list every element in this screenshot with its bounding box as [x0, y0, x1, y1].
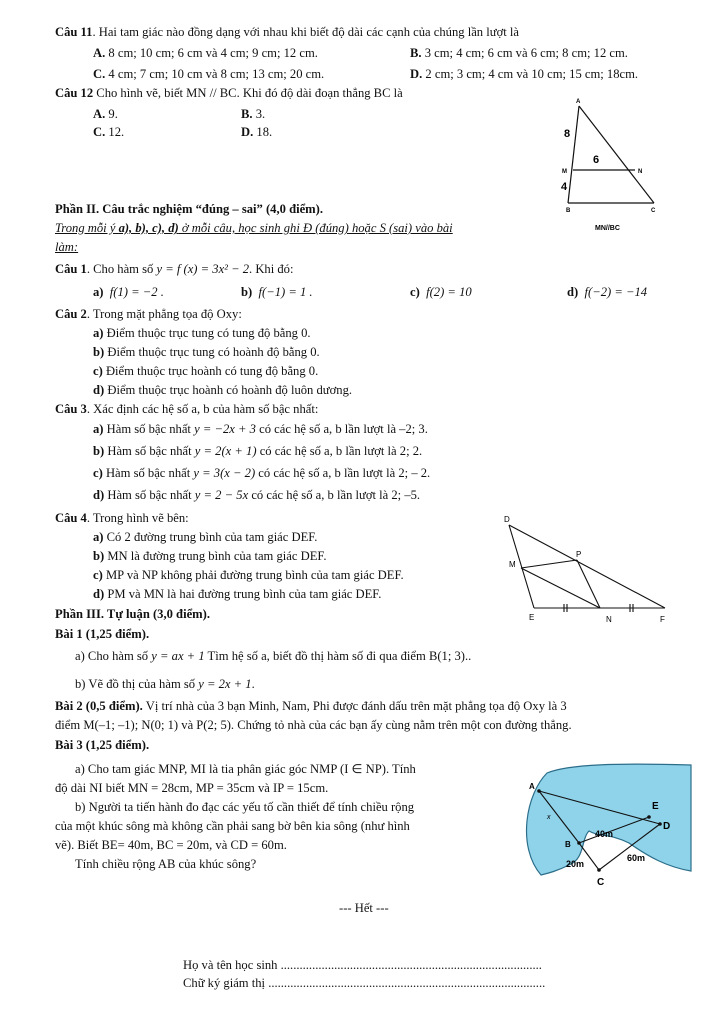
- part2-instruction-cont: làm:: [55, 240, 79, 254]
- label-e: E: [652, 801, 659, 812]
- q11-text: . Hai tam giác nào đồng dạng với nhau khi biết độ dài các cạnh của chúng lần lượt là: [92, 25, 519, 39]
- label-n: N: [606, 615, 612, 624]
- q12-option-c: C. 12.: [93, 125, 125, 139]
- label-b: B: [566, 208, 571, 214]
- bai3-a-line2: độ dài NI biết MN = 28cm, MP = 35cm và IP = 15cm.: [55, 781, 329, 795]
- label-e: E: [529, 613, 535, 622]
- label-a: A: [529, 782, 535, 791]
- p2q2-item-b: b) Điểm thuộc trục tung có hoành độ bằng 0.: [93, 345, 320, 359]
- q11-option-b: B. 3 cm; 4 cm; 6 cm và 6 cm; 8 cm; 12 cm.: [410, 46, 628, 60]
- q12-triangle-figure: [555, 95, 670, 235]
- p2q1-option-b: b) f(−1) = 1 .: [241, 285, 313, 299]
- bai1-b: b) Vẽ đồ thị của hàm số y = 2x + 1.: [75, 677, 255, 691]
- bai3-b-line2: của một khúc sông mà không cần phải sang bờ bên kia sông (như hình: [55, 819, 410, 833]
- q12-text: Cho hình vẽ, biết MN // BC. Khi đó độ dài đoạn thẳng BC là: [93, 86, 403, 100]
- label-b: B: [565, 840, 571, 849]
- label-a: A: [576, 99, 581, 105]
- end-marker: --- Hết ---: [339, 901, 389, 915]
- q12-stem: [55, 85, 403, 101]
- label-d: D: [663, 821, 671, 832]
- label-am: 8: [564, 128, 571, 140]
- p2q3-item-d: d) Hàm số bậc nhất y = 2 − 5x có các hệ số a, b lần lượt là 2; –5.: [93, 488, 421, 502]
- label-m: M: [562, 169, 567, 175]
- bai2-title: Bài 2 (0,5 điểm).: [55, 699, 143, 713]
- label-x: x: [547, 814, 551, 821]
- side-ab: [568, 106, 579, 203]
- p2q1-option-d: d) f(−2) = −14: [567, 285, 648, 299]
- student-name-line: Họ và tên học sinh ...................................................................................: [183, 958, 542, 972]
- p2q1-option-c: c) f(2) = 10: [410, 285, 472, 299]
- side-ac: [579, 106, 654, 203]
- q11-option-d: D. 2 cm; 3 cm; 4 cm và 10 cm; 15 cm; 18cm.: [410, 67, 639, 81]
- bai1-title: Bài 1 (1,25 điểm).: [55, 627, 150, 641]
- bai3-b-line4: Tính chiều rộng AB của khúc sông?: [75, 857, 257, 871]
- label-mb: 4: [561, 181, 568, 193]
- p2q1-function: y = f (x) = 3x² − 2: [156, 262, 250, 276]
- river: [527, 764, 691, 875]
- label-p: P: [576, 550, 582, 559]
- q12-option-d: D. 18.: [241, 125, 273, 139]
- label-m: M: [509, 560, 516, 569]
- label-f: F: [660, 615, 665, 624]
- p2q3-stem: Câu 3. Xác định các hệ số a, b của hàm số bậc nhất:: [55, 402, 319, 416]
- p2q3-item-b: b) Hàm số bậc nhất y = 2(x + 1) có các hệ số a, b lần lượt là 2; 2.: [93, 444, 423, 458]
- p2q1-stem: Câu 1. Cho hàm số y = f (x) = 3x² − 2. Khi đó:: [55, 262, 294, 276]
- p2q2-item-c: c) Điểm thuộc trục hoành có tung độ bằng 0.: [93, 364, 319, 378]
- label-c: C: [597, 877, 605, 888]
- p2q3-item-a: a) Hàm số bậc nhất y = −2x + 3 có các hệ số a, b lần lượt là –2; 3.: [93, 422, 428, 436]
- part3-title: Phần III. Tự luận (3,0 điểm).: [55, 607, 210, 621]
- bai3-b-line3: vẽ). Biết BE= 40m, BC = 20m, và CD = 60m.: [55, 838, 287, 852]
- bai3-a-line1: a) Cho tam giác MNP, MI là tia phân giác góc NMP (I ∈ NP). Tính: [75, 762, 416, 776]
- part2-title: Phần II. Câu trắc nghiệm “đúng – sai” (4,0 điểm).: [55, 202, 323, 216]
- bai3-title: Bài 3 (1,25 điểm).: [55, 738, 150, 752]
- label-n: N: [638, 169, 643, 175]
- bai2-line2: điểm M(–1; –1); N(0; 1) và P(2; 5). Chứng tỏ nhà của các bạn ấy cùng nằm trên một con đường thẳng.: [55, 718, 572, 732]
- p2q2-item-a: a) Điểm thuộc trục tung có tung độ bằng 0.: [93, 326, 311, 340]
- label-be: 40m: [595, 829, 614, 839]
- q11-option-c: C. 4 cm; 7 cm; 10 cm và 8 cm; 13 cm; 20 cm.: [93, 67, 325, 81]
- p2q4-triangle-figure: [500, 512, 680, 627]
- p2q1-option-a: a) f(1) = −2 .: [93, 285, 164, 299]
- label-c: C: [651, 208, 656, 214]
- q12-option-b: B. 3.: [241, 107, 266, 121]
- p2q4-stem: Câu 4. Trong hình vẽ bên:: [55, 511, 189, 525]
- p2q4-item-c: c) MP và NP không phải đường trung bình của tam giác DEF.: [93, 568, 404, 582]
- q11-stem: [55, 24, 519, 40]
- bai3-river-figure: [499, 761, 691, 893]
- q11-option-a: A. 8 cm; 10 cm; 6 cm và 4 cm; 9 cm; 12 cm.: [93, 46, 318, 60]
- q12-option-a: A. 9.: [93, 107, 118, 121]
- p2q4-item-b: b) MN là đường trung bình của tam giác DEF.: [93, 549, 327, 563]
- p2q2-stem: Câu 2. Trong mặt phẳng tọa độ Oxy:: [55, 307, 242, 321]
- bai1-a: a) Cho hàm số y = ax + 1 Tìm hệ số a, biết đồ thị hàm số đi qua điểm B(1; 3)..: [75, 649, 472, 663]
- label-cd: 60m: [627, 853, 646, 863]
- label-d: D: [504, 515, 510, 524]
- q12-title: Câu 12: [55, 86, 94, 100]
- segment-mn: [521, 568, 600, 608]
- proctor-signature-line: Chữ ký giám thị ........................................................................................: [183, 976, 546, 990]
- p2q4-item-a: a) Có 2 đường trung bình của tam giác DEF.: [93, 530, 318, 544]
- p2q3-item-c: c) Hàm số bậc nhất y = 3(x − 2) có các hệ số a, b lần lượt là 2; – 2.: [93, 466, 431, 480]
- p2q4-item-d: d) PM và MN là hai đường trung bình của tam giác DEF.: [93, 587, 382, 601]
- label-bc: 20m: [566, 859, 585, 869]
- part2-instruction: Trong mỗi ý a), b), c), d) ở mỗi câu, học sinh ghi Đ (đúng) hoặc S (sai) vào bài: [55, 221, 453, 235]
- q11-title: Câu 11: [55, 25, 93, 39]
- segment-mp: [521, 560, 577, 568]
- label-mn: 6: [593, 154, 600, 166]
- p2q2-item-d: d) Điểm thuộc trục hoành có hoành độ luôn dương.: [93, 383, 353, 397]
- bai3-b-line1: b) Người ta tiến hành đo đạc các yếu tố cần thiết để tính chiều rộng: [75, 800, 415, 814]
- figure-caption: MN//BC: [595, 225, 620, 232]
- bai2-line1: Bài 2 (0,5 điểm). Vị trí nhà của 3 bạn Minh, Nam, Phi được đánh dấu trên mặt phẳng tọa độ Oxy là 3: [55, 699, 567, 713]
